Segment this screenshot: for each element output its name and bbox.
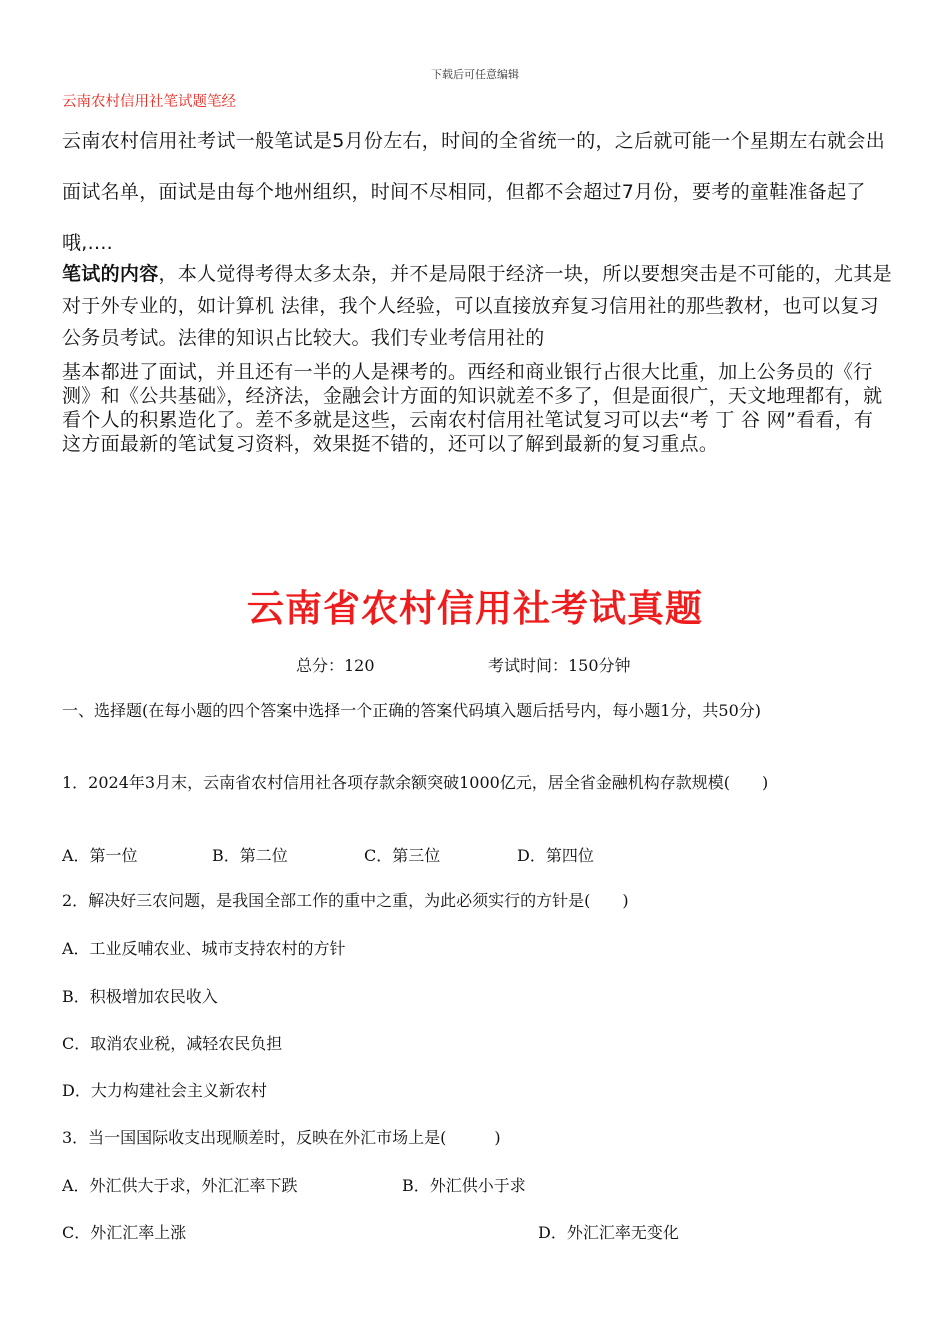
question-3-option-b: B．外汇供小于求 [402, 1176, 526, 1195]
intro-paragraph-1: 云南农村信用社考试一般笔试是5月份左右，时间的全省统一的，之后就可能一个星期左右就会出面试名单，面试是由每个地州组织，时间不尽相同，但都不会超过7月份，要考的童鞋准备起了哦,.... [62, 130, 885, 254]
intro-paragraph-3: 基本都进了面试，并且还有一半的人是裸考的。西经和商业银行占很大比重，加上公务员的《行测》和《公共基础》，经济法，金融会计方面的知识就差不多了，但是面很广，天文地理都有，就看个人的积累造化了。差不多就是这些，云南农村信用社笔试复习可以去“考 丁 谷 网”看看，有这方面最新的笔试复习资料，效果挺不错的，还可以了解到最新的复习重点。 [62, 361, 883, 455]
question-3-option-d: D．外汇汇率无变化 [538, 1223, 679, 1242]
question-3-option-c: C．外汇汇率上涨 [62, 1223, 187, 1242]
question-1-option-d: D．第四位 [517, 846, 594, 865]
intro-paragraph-2-text: ，本人觉得考得太多太杂，并不是局限于经济一块，所以要想突击是不可能的，尤其是对于外专业的，如计算机 法律，我个人经验，可以直接放弃复习信用社的那些教材，也可以复习公务员考试。法律的知识占比较大。我们专业考信用社的 [62, 263, 892, 349]
question-3-option-a: A．外汇供大于求，外汇汇率下跌 [62, 1176, 298, 1195]
question-2-option-a: A．工业反哺农业、城市支持农村的方针 [62, 939, 346, 958]
question-1-option-c: C．第三位 [364, 846, 441, 865]
question-1-option-b: B．第二位 [212, 846, 288, 865]
exam-time: 考试时间：150分钟 [488, 656, 631, 675]
exam-title: 云南省农村信用社考试真题 [247, 587, 703, 630]
document-title: 云南农村信用社笔试题笔经 [62, 94, 236, 110]
question-2-option-c: C．取消农业税，减轻农民负担 [62, 1034, 283, 1053]
question-1-option-a: A．第一位 [62, 846, 138, 865]
question-2: 2．解决好三农问题，是我国全部工作的重中之重，为此必须实行的方针是( ) [62, 891, 629, 910]
question-3: 3．当一国国际收支出现顺差时，反映在外汇市场上是( ) [62, 1128, 501, 1147]
section-heading: 一、选择题(在每小题的四个答案中选择一个正确的答案代码填入题后括号内，每小题1分，共50分) [62, 701, 762, 720]
question-1: 1．2024年3月末，云南省农村信用社各项存款余额突破1000亿元，居全省金融机构存款规模( ) [62, 773, 769, 792]
total-score: 总分：120 [296, 656, 375, 675]
question-2-option-d: D．大力构建社会主义新农村 [62, 1081, 267, 1100]
intro-paragraph-2 [62, 258, 892, 354]
header-note: 下载后可任意编辑 [431, 68, 519, 81]
question-2-option-b: B．积极增加农民收入 [62, 987, 218, 1006]
intro-bold-heading: 笔试的内容 [62, 263, 159, 285]
